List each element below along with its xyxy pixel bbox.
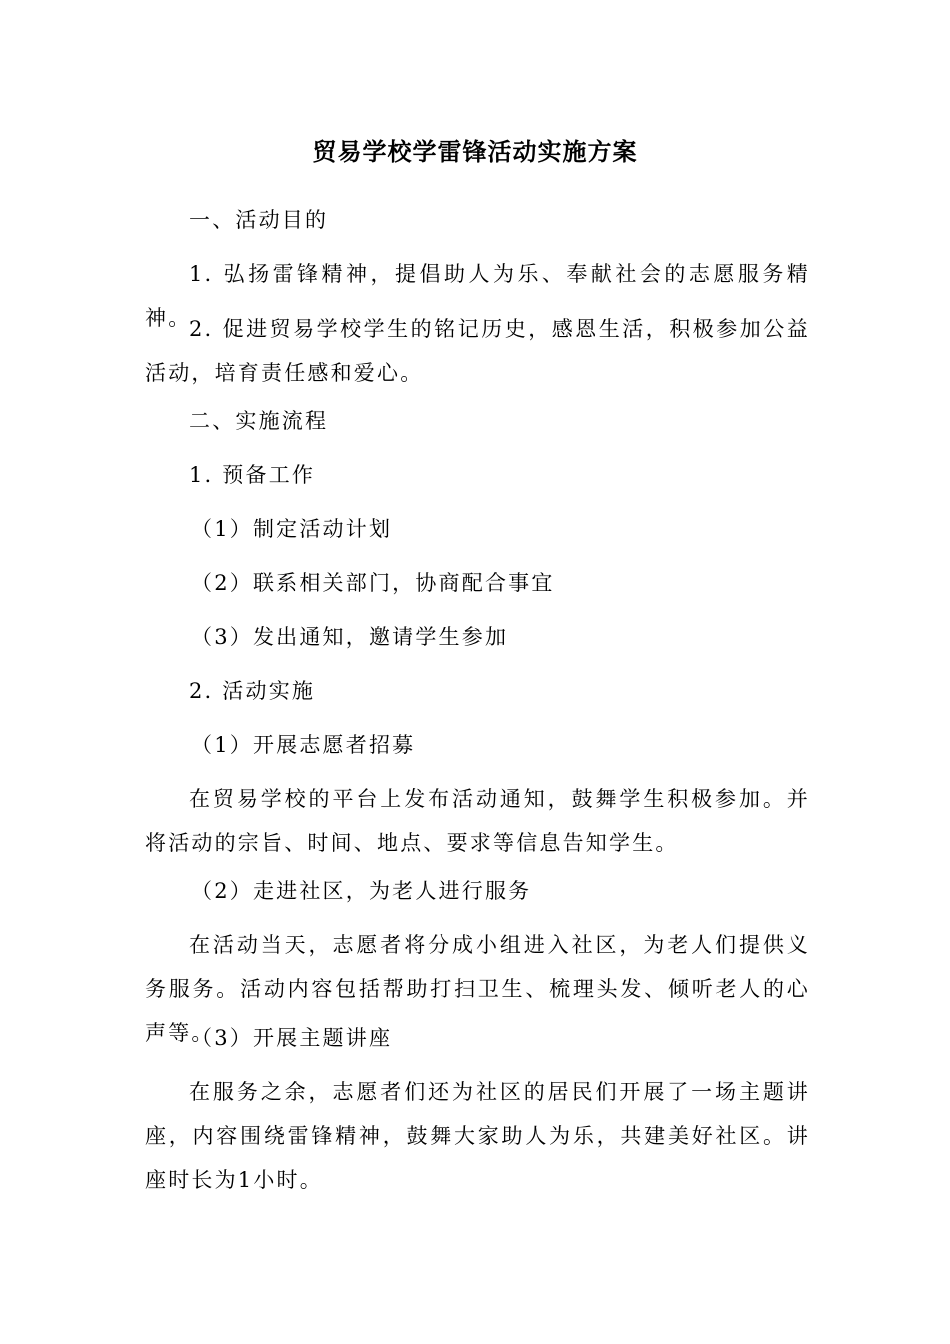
purpose-item-2: 2. 促进贸易学校学生的铭记历史，感恩生活，积极参加公益活动，培育责任感和爱心。 (145, 317, 810, 385)
preparation-item-1: （1）制定活动计划 (191, 517, 393, 541)
implementation-item-2: （2）走进社区，为老人进行服务 (191, 879, 532, 903)
step-heading-preparation: 1. 预备工作 (189, 463, 316, 487)
implementation-item-1: （1）开展志愿者招募 (191, 733, 416, 757)
document-title: 贸易学校学雷锋活动实施方案 (312, 138, 638, 166)
preparation-item-2: （2）联系相关部门，协商配合事宜 (191, 571, 555, 595)
preparation-item-3: （3）发出通知，邀请学生参加 (191, 625, 509, 649)
implementation-item-1-body: 在贸易学校的平台上发布活动通知，鼓舞学生积极参加。并将活动的宗旨、时间、地点、要求等信息告知学生。 (145, 787, 810, 855)
implementation-item-2-body: 在活动当天，志愿者将分成小组进入社区，为老人们提供义务服务。活动内容包括帮助打扫卫生、梳理头发、倾听老人的心声等。 (145, 933, 810, 1045)
step-heading-implementation: 2. 活动实施 (189, 679, 316, 703)
section-heading-process: 二、实施流程 (189, 409, 329, 433)
implementation-item-3: （3）开展主题讲座 (191, 1026, 393, 1050)
purpose-item-1: 1. 弘扬雷锋精神，提倡助人为乐、奉献社会的志愿服务精神。 (145, 262, 810, 330)
section-heading-purpose: 一、活动目的 (189, 208, 329, 232)
implementation-item-3-body: 在服务之余，志愿者们还为社区的居民们开展了一场主题讲座，内容围绕雷锋精神，鼓舞大家助人为乐，共建美好社区。讲座时长为1小时。 (145, 1080, 810, 1192)
